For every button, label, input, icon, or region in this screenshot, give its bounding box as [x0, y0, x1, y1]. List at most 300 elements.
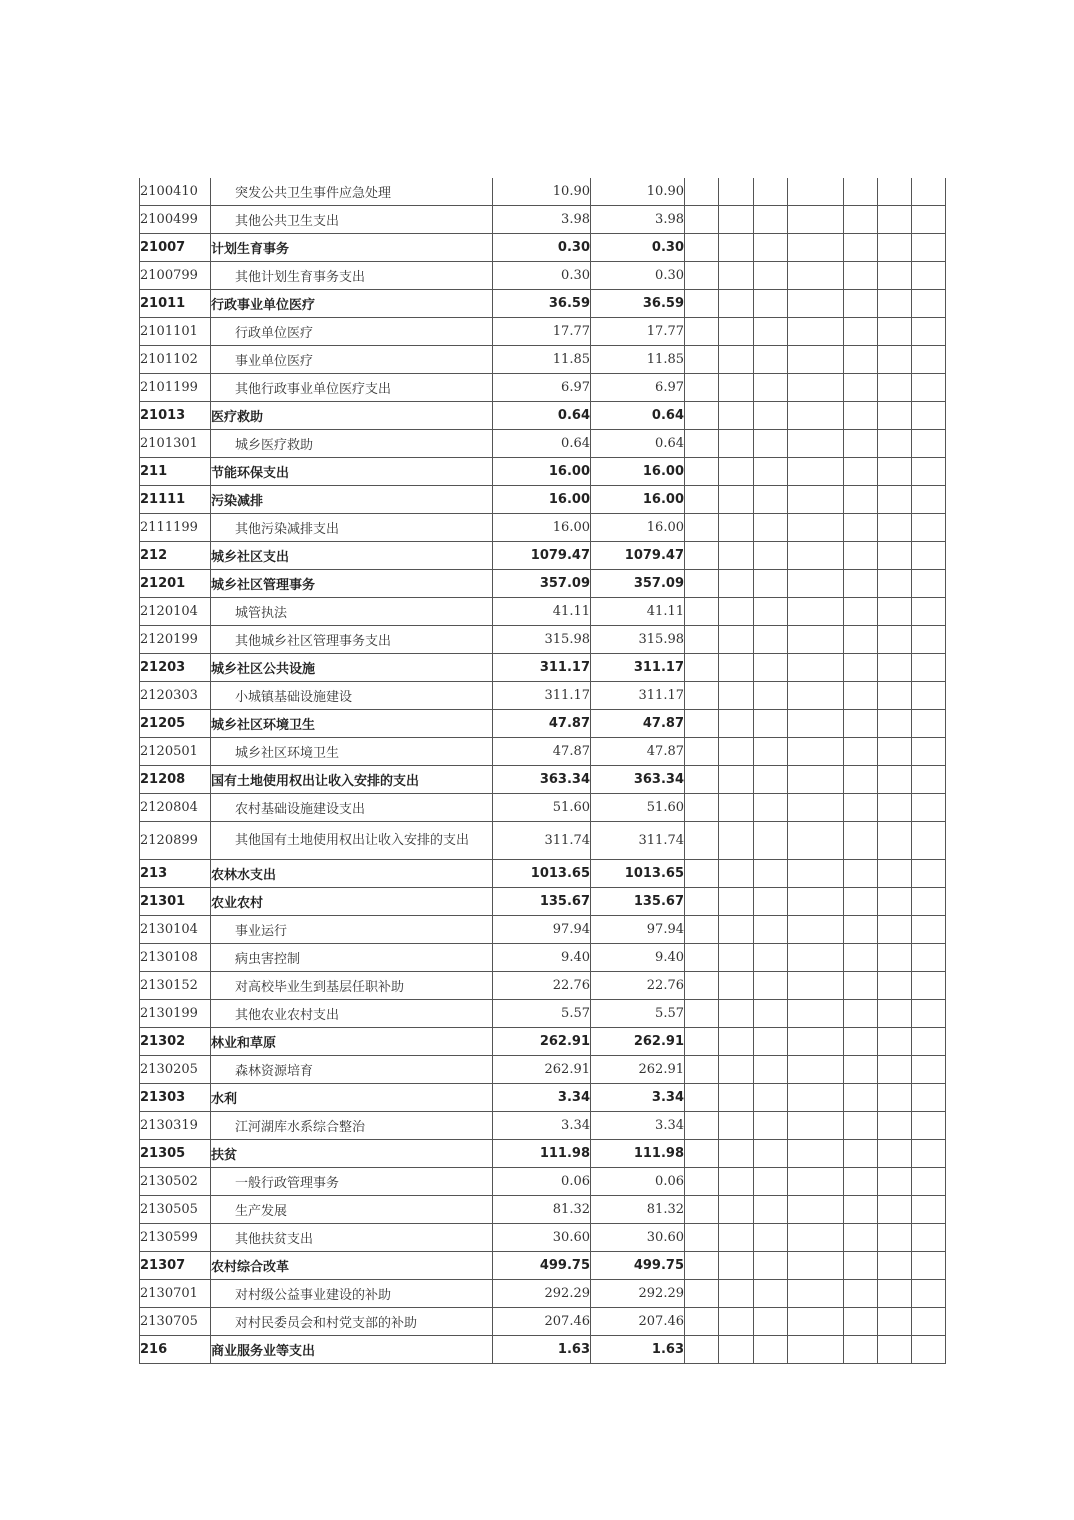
- empty-cell: [844, 972, 878, 1000]
- code-cell: 21203: [140, 654, 211, 682]
- subtotal-cell: 0.30: [591, 234, 685, 262]
- empty-cell: [788, 766, 844, 794]
- code-cell: 2120804: [140, 794, 211, 822]
- empty-cell: [788, 402, 844, 430]
- table-row: [140, 972, 946, 1000]
- name-cell: 国有土地使用权出让收入安排的支出: [211, 766, 493, 794]
- empty-cell: [878, 430, 912, 458]
- amount-cell: 0.64: [493, 402, 591, 430]
- subtotal-cell: 311.17: [591, 682, 685, 710]
- empty-cell: [844, 860, 878, 888]
- empty-cell: [912, 738, 946, 766]
- amount-cell: 0.06: [493, 1168, 591, 1196]
- table-row: [140, 234, 946, 262]
- code-cell: 2130205: [140, 1056, 211, 1084]
- subtotal-cell: 262.91: [591, 1028, 685, 1056]
- empty-cell: [844, 794, 878, 822]
- empty-cell: [685, 794, 719, 822]
- empty-cell: [844, 570, 878, 598]
- empty-cell: [878, 972, 912, 1000]
- empty-cell: [719, 598, 754, 626]
- empty-cell: [719, 1224, 754, 1252]
- empty-cell: [912, 570, 946, 598]
- table-row: [140, 1308, 946, 1336]
- empty-cell: [719, 402, 754, 430]
- table-row: [140, 262, 946, 290]
- empty-cell: [878, 1084, 912, 1112]
- table-row: [140, 1112, 946, 1140]
- table-row: [140, 654, 946, 682]
- empty-cell: [685, 1168, 719, 1196]
- subtotal-cell: 357.09: [591, 570, 685, 598]
- empty-cell: [685, 1336, 719, 1364]
- empty-cell: [844, 626, 878, 654]
- amount-cell: 292.29: [493, 1280, 591, 1308]
- subtotal-cell: 0.64: [591, 402, 685, 430]
- empty-cell: [719, 654, 754, 682]
- amount-cell: 51.60: [493, 794, 591, 822]
- empty-cell: [878, 1224, 912, 1252]
- empty-cell: [912, 1028, 946, 1056]
- empty-cell: [844, 766, 878, 794]
- empty-cell: [754, 1084, 788, 1112]
- empty-cell: [788, 206, 844, 234]
- empty-cell: [844, 944, 878, 972]
- name-cell: 林业和草原: [211, 1028, 493, 1056]
- empty-cell: [685, 374, 719, 402]
- name-cell: 其他行政事业单位医疗支出: [211, 374, 493, 402]
- table-row: [140, 178, 946, 206]
- empty-cell: [788, 710, 844, 738]
- empty-cell: [844, 178, 878, 206]
- empty-cell: [719, 346, 754, 374]
- empty-cell: [878, 1252, 912, 1280]
- empty-cell: [754, 262, 788, 290]
- empty-cell: [878, 822, 912, 860]
- subtotal-cell: 16.00: [591, 458, 685, 486]
- empty-cell: [754, 346, 788, 374]
- name-cell: 其他农业农村支出: [211, 1000, 493, 1028]
- table-row: [140, 1056, 946, 1084]
- name-cell: 病虫害控制: [211, 944, 493, 972]
- name-cell: 城乡社区环境卫生: [211, 710, 493, 738]
- empty-cell: [844, 206, 878, 234]
- table-row: [140, 626, 946, 654]
- empty-cell: [754, 626, 788, 654]
- empty-cell: [754, 514, 788, 542]
- name-cell: 城乡社区公共设施: [211, 654, 493, 682]
- empty-cell: [788, 1084, 844, 1112]
- subtotal-cell: 1079.47: [591, 542, 685, 570]
- code-cell: 2101199: [140, 374, 211, 402]
- name-cell: 城乡社区管理事务: [211, 570, 493, 598]
- empty-cell: [685, 1084, 719, 1112]
- empty-cell: [754, 1308, 788, 1336]
- empty-cell: [878, 1056, 912, 1084]
- subtotal-cell: 3.34: [591, 1084, 685, 1112]
- empty-cell: [878, 346, 912, 374]
- subtotal-cell: 1.63: [591, 1336, 685, 1364]
- empty-cell: [912, 626, 946, 654]
- empty-cell: [788, 916, 844, 944]
- empty-cell: [685, 1000, 719, 1028]
- empty-cell: [719, 1336, 754, 1364]
- empty-cell: [754, 1112, 788, 1140]
- table-row: [140, 1140, 946, 1168]
- subtotal-cell: 41.11: [591, 598, 685, 626]
- amount-cell: 36.59: [493, 290, 591, 318]
- name-cell: 其他公共卫生支出: [211, 206, 493, 234]
- empty-cell: [719, 290, 754, 318]
- empty-cell: [912, 1308, 946, 1336]
- table-row: [140, 1168, 946, 1196]
- code-cell: 21007: [140, 234, 211, 262]
- empty-cell: [685, 888, 719, 916]
- empty-cell: [719, 374, 754, 402]
- empty-cell: [912, 514, 946, 542]
- empty-cell: [878, 206, 912, 234]
- empty-cell: [754, 738, 788, 766]
- empty-cell: [912, 972, 946, 1000]
- empty-cell: [754, 1000, 788, 1028]
- empty-cell: [719, 738, 754, 766]
- empty-cell: [844, 290, 878, 318]
- empty-cell: [719, 570, 754, 598]
- empty-cell: [878, 178, 912, 206]
- empty-cell: [685, 766, 719, 794]
- code-cell: 2120104: [140, 598, 211, 626]
- amount-cell: 22.76: [493, 972, 591, 1000]
- empty-cell: [754, 1056, 788, 1084]
- amount-cell: 17.77: [493, 318, 591, 346]
- empty-cell: [685, 570, 719, 598]
- empty-cell: [719, 262, 754, 290]
- empty-cell: [912, 346, 946, 374]
- empty-cell: [878, 458, 912, 486]
- amount-cell: 1.63: [493, 1336, 591, 1364]
- empty-cell: [754, 542, 788, 570]
- empty-cell: [878, 234, 912, 262]
- empty-cell: [685, 486, 719, 514]
- code-cell: 2130505: [140, 1196, 211, 1224]
- table-row: [140, 766, 946, 794]
- empty-cell: [912, 374, 946, 402]
- empty-cell: [844, 1028, 878, 1056]
- empty-cell: [912, 710, 946, 738]
- name-cell: 医疗救助: [211, 402, 493, 430]
- empty-cell: [685, 654, 719, 682]
- empty-cell: [844, 1224, 878, 1252]
- empty-cell: [788, 486, 844, 514]
- subtotal-cell: 9.40: [591, 944, 685, 972]
- empty-cell: [685, 1308, 719, 1336]
- empty-cell: [878, 402, 912, 430]
- empty-cell: [685, 458, 719, 486]
- table-row: [140, 710, 946, 738]
- empty-cell: [754, 458, 788, 486]
- empty-cell: [912, 1336, 946, 1364]
- empty-cell: [788, 972, 844, 1000]
- subtotal-cell: 81.32: [591, 1196, 685, 1224]
- empty-cell: [788, 888, 844, 916]
- empty-cell: [912, 1056, 946, 1084]
- empty-cell: [754, 290, 788, 318]
- empty-cell: [754, 654, 788, 682]
- code-cell: 2120501: [140, 738, 211, 766]
- code-cell: 2130502: [140, 1168, 211, 1196]
- table-row: [140, 346, 946, 374]
- empty-cell: [754, 944, 788, 972]
- empty-cell: [788, 598, 844, 626]
- subtotal-cell: 292.29: [591, 1280, 685, 1308]
- empty-cell: [685, 402, 719, 430]
- code-cell: 2130705: [140, 1308, 211, 1336]
- empty-cell: [912, 766, 946, 794]
- empty-cell: [788, 654, 844, 682]
- empty-cell: [685, 1224, 719, 1252]
- empty-cell: [754, 766, 788, 794]
- empty-cell: [719, 1196, 754, 1224]
- empty-cell: [685, 206, 719, 234]
- name-cell: 水利: [211, 1084, 493, 1112]
- empty-cell: [788, 570, 844, 598]
- empty-cell: [878, 766, 912, 794]
- empty-cell: [878, 514, 912, 542]
- empty-cell: [685, 944, 719, 972]
- empty-cell: [719, 1056, 754, 1084]
- table-row: [140, 402, 946, 430]
- empty-cell: [685, 178, 719, 206]
- amount-cell: 262.91: [493, 1056, 591, 1084]
- empty-cell: [788, 1056, 844, 1084]
- empty-cell: [878, 944, 912, 972]
- empty-cell: [685, 972, 719, 1000]
- empty-cell: [878, 888, 912, 916]
- empty-cell: [788, 1168, 844, 1196]
- name-cell: 行政单位医疗: [211, 318, 493, 346]
- empty-cell: [788, 1028, 844, 1056]
- subtotal-cell: 0.06: [591, 1168, 685, 1196]
- subtotal-cell: 47.87: [591, 738, 685, 766]
- empty-cell: [844, 1168, 878, 1196]
- subtotal-cell: 262.91: [591, 1056, 685, 1084]
- amount-cell: 363.34: [493, 766, 591, 794]
- empty-cell: [912, 1084, 946, 1112]
- empty-cell: [912, 542, 946, 570]
- empty-cell: [719, 794, 754, 822]
- amount-cell: 262.91: [493, 1028, 591, 1056]
- empty-cell: [754, 234, 788, 262]
- empty-cell: [719, 542, 754, 570]
- name-cell: 其他国有土地使用权出让收入安排的支出: [211, 822, 493, 860]
- empty-cell: [912, 318, 946, 346]
- table-row: [140, 458, 946, 486]
- empty-cell: [685, 290, 719, 318]
- empty-cell: [685, 916, 719, 944]
- empty-cell: [685, 682, 719, 710]
- empty-cell: [912, 486, 946, 514]
- empty-cell: [912, 1112, 946, 1140]
- empty-cell: [719, 1112, 754, 1140]
- empty-cell: [844, 1112, 878, 1140]
- empty-cell: [685, 860, 719, 888]
- empty-cell: [912, 458, 946, 486]
- code-cell: 216: [140, 1336, 211, 1364]
- table-row: [140, 944, 946, 972]
- empty-cell: [719, 626, 754, 654]
- amount-cell: 16.00: [493, 458, 591, 486]
- subtotal-cell: 499.75: [591, 1252, 685, 1280]
- empty-cell: [912, 794, 946, 822]
- empty-cell: [878, 1196, 912, 1224]
- table-row: [140, 1336, 946, 1364]
- code-cell: 21303: [140, 1084, 211, 1112]
- empty-cell: [878, 1336, 912, 1364]
- name-cell: 行政事业单位医疗: [211, 290, 493, 318]
- amount-cell: 135.67: [493, 888, 591, 916]
- empty-cell: [788, 430, 844, 458]
- empty-cell: [844, 654, 878, 682]
- empty-cell: [844, 1140, 878, 1168]
- empty-cell: [788, 346, 844, 374]
- amount-cell: 3.98: [493, 206, 591, 234]
- name-cell: 其他扶贫支出: [211, 1224, 493, 1252]
- name-cell: 农林水支出: [211, 860, 493, 888]
- name-cell: 小城镇基础设施建设: [211, 682, 493, 710]
- table-row: [140, 1000, 946, 1028]
- amount-cell: 16.00: [493, 486, 591, 514]
- amount-cell: 16.00: [493, 514, 591, 542]
- code-cell: 2120303: [140, 682, 211, 710]
- table-body: [140, 178, 946, 1364]
- name-cell: 对村级公益事业建设的补助: [211, 1280, 493, 1308]
- name-cell: 污染减排: [211, 486, 493, 514]
- subtotal-cell: 6.97: [591, 374, 685, 402]
- table-row: [140, 1252, 946, 1280]
- empty-cell: [878, 570, 912, 598]
- table-row: [140, 1028, 946, 1056]
- empty-cell: [878, 654, 912, 682]
- empty-cell: [754, 486, 788, 514]
- empty-cell: [754, 860, 788, 888]
- empty-cell: [685, 1196, 719, 1224]
- table-row: [140, 570, 946, 598]
- subtotal-cell: 1013.65: [591, 860, 685, 888]
- table-row: [140, 738, 946, 766]
- code-cell: 21205: [140, 710, 211, 738]
- subtotal-cell: 16.00: [591, 514, 685, 542]
- empty-cell: [685, 234, 719, 262]
- empty-cell: [912, 1168, 946, 1196]
- empty-cell: [878, 916, 912, 944]
- code-cell: 21301: [140, 888, 211, 916]
- amount-cell: 311.17: [493, 654, 591, 682]
- subtotal-cell: 311.17: [591, 654, 685, 682]
- empty-cell: [754, 1196, 788, 1224]
- empty-cell: [912, 206, 946, 234]
- code-cell: 2130199: [140, 1000, 211, 1028]
- empty-cell: [844, 916, 878, 944]
- table-row: [140, 888, 946, 916]
- empty-cell: [912, 860, 946, 888]
- empty-cell: [719, 888, 754, 916]
- name-cell: 城乡社区支出: [211, 542, 493, 570]
- empty-cell: [878, 738, 912, 766]
- amount-cell: 41.11: [493, 598, 591, 626]
- empty-cell: [788, 794, 844, 822]
- empty-cell: [844, 1196, 878, 1224]
- empty-cell: [844, 374, 878, 402]
- empty-cell: [844, 710, 878, 738]
- amount-cell: 3.34: [493, 1084, 591, 1112]
- name-cell: 突发公共卫生事件应急处理: [211, 178, 493, 206]
- empty-cell: [719, 972, 754, 1000]
- empty-cell: [685, 1140, 719, 1168]
- name-cell: 节能环保支出: [211, 458, 493, 486]
- empty-cell: [719, 458, 754, 486]
- table-row: [140, 682, 946, 710]
- empty-cell: [844, 888, 878, 916]
- amount-cell: 0.30: [493, 262, 591, 290]
- empty-cell: [788, 1308, 844, 1336]
- empty-cell: [719, 1000, 754, 1028]
- code-cell: 2120899: [140, 822, 211, 860]
- empty-cell: [844, 1308, 878, 1336]
- empty-cell: [912, 290, 946, 318]
- code-cell: 2130319: [140, 1112, 211, 1140]
- amount-cell: 97.94: [493, 916, 591, 944]
- empty-cell: [878, 1280, 912, 1308]
- code-cell: 21307: [140, 1252, 211, 1280]
- subtotal-cell: 51.60: [591, 794, 685, 822]
- empty-cell: [878, 710, 912, 738]
- table-row: [140, 598, 946, 626]
- amount-cell: 10.90: [493, 178, 591, 206]
- empty-cell: [912, 234, 946, 262]
- empty-cell: [685, 598, 719, 626]
- empty-cell: [719, 766, 754, 794]
- table-row: [140, 430, 946, 458]
- amount-cell: 315.98: [493, 626, 591, 654]
- subtotal-cell: 3.98: [591, 206, 685, 234]
- amount-cell: 499.75: [493, 1252, 591, 1280]
- empty-cell: [912, 944, 946, 972]
- empty-cell: [878, 860, 912, 888]
- amount-cell: 30.60: [493, 1224, 591, 1252]
- empty-cell: [754, 598, 788, 626]
- code-cell: 2130108: [140, 944, 211, 972]
- amount-cell: 47.87: [493, 738, 591, 766]
- empty-cell: [788, 234, 844, 262]
- name-cell: 农村综合改革: [211, 1252, 493, 1280]
- empty-cell: [719, 682, 754, 710]
- empty-cell: [788, 1000, 844, 1028]
- table-row: [140, 318, 946, 346]
- subtotal-cell: 36.59: [591, 290, 685, 318]
- empty-cell: [719, 944, 754, 972]
- code-cell: 212: [140, 542, 211, 570]
- empty-cell: [878, 542, 912, 570]
- empty-cell: [878, 318, 912, 346]
- empty-cell: [719, 1280, 754, 1308]
- empty-cell: [685, 318, 719, 346]
- empty-cell: [719, 206, 754, 234]
- empty-cell: [685, 430, 719, 458]
- amount-cell: 311.74: [493, 822, 591, 860]
- code-cell: 21302: [140, 1028, 211, 1056]
- table-row: [140, 1224, 946, 1252]
- code-cell: 2130599: [140, 1224, 211, 1252]
